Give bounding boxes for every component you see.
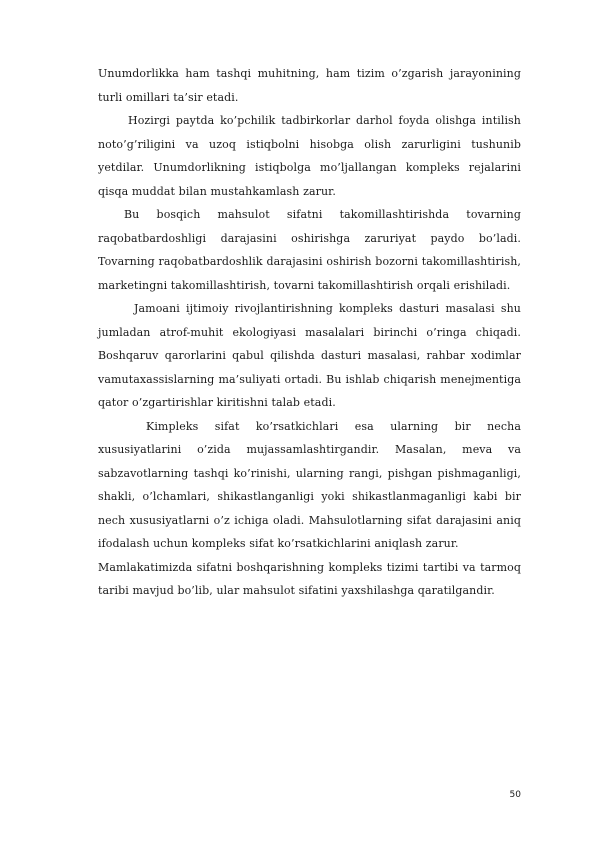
paragraph-productivity-factors: Unumdorlikka ham tashqi muhitning, ham tizim o’zgarish jarayonining turli omillari ta’sir etadi.: [98, 67, 521, 104]
paragraph-entrepreneurs: Hozirgi paytda ko’pchilik tadbirkorlar darhol foyda olishga intilish noto’g’riligini va uzoq istiqbolni hisobga olish zarurligini tushunib yetdilar. Unumdorlikning istiqbolga mo’ljallangan kompleks rejalarini qisqa muddat bilan mustahkamlash zarur.: [98, 114, 521, 198]
paragraph-complex-indicators: Kimpleks sifat ko’rsatkichlari esa ularning bir necha xususiyatlarini o’zida mujassamlashtirgandir. Masalan, meva va sabzavotlarning tashqi ko’rinishi, ularning rangi, pishgan pishmaganligi, shakli, o’lchamlari, shikastlanganligi yoki shikastlanmaganligi kabi bir nech xususiyatlarni o’z ichiga oladi. Mahsulotlarning sifat darajasini aniq ifodalash uchun kompleks sifat ko’rsatkichlarini aniqlash zarur.: [98, 419, 521, 550]
page-number: 50: [509, 790, 521, 800]
paragraph-quality-management: Mamlakatimizda sifatni boshqarishning kompleks tizimi tartibi va tarmoq taribi mavjud bo’lib, ular mahsulot sifatini yaxshilashga qaratilgandir.: [98, 560, 521, 597]
document-body: [98, 62, 521, 603]
paragraph-social-development: Jamoani ijtimoiy rivojlantirishning kompleks dasturi masalasi shu jumladan atrof-muhit ekologiyasi masalalari birinchi o’ringa chiqadi. Boshqaruv qarorlarini qabul qilishda dasturi masalasi, rahbar xodimlar vamutaxassislarning ma’suliyati ortadi. Bu ishlab chiqarish menejmentiga qator o’zgartirishlar kiritishni talab etadi.: [98, 302, 521, 409]
paragraph-competitiveness: Bu bosqich mahsulot sifatni takomillashtirishda tovarning raqobatbardoshligi darajasini oshirishga zaruriyat paydo bo’ladi. Tovarning raqobatbardoshlik darajasini oshirish bozorni takomillashtirish, marketingni takomillashtirish, tovarni takomillashtirish orqali erishiladi.: [98, 208, 521, 292]
